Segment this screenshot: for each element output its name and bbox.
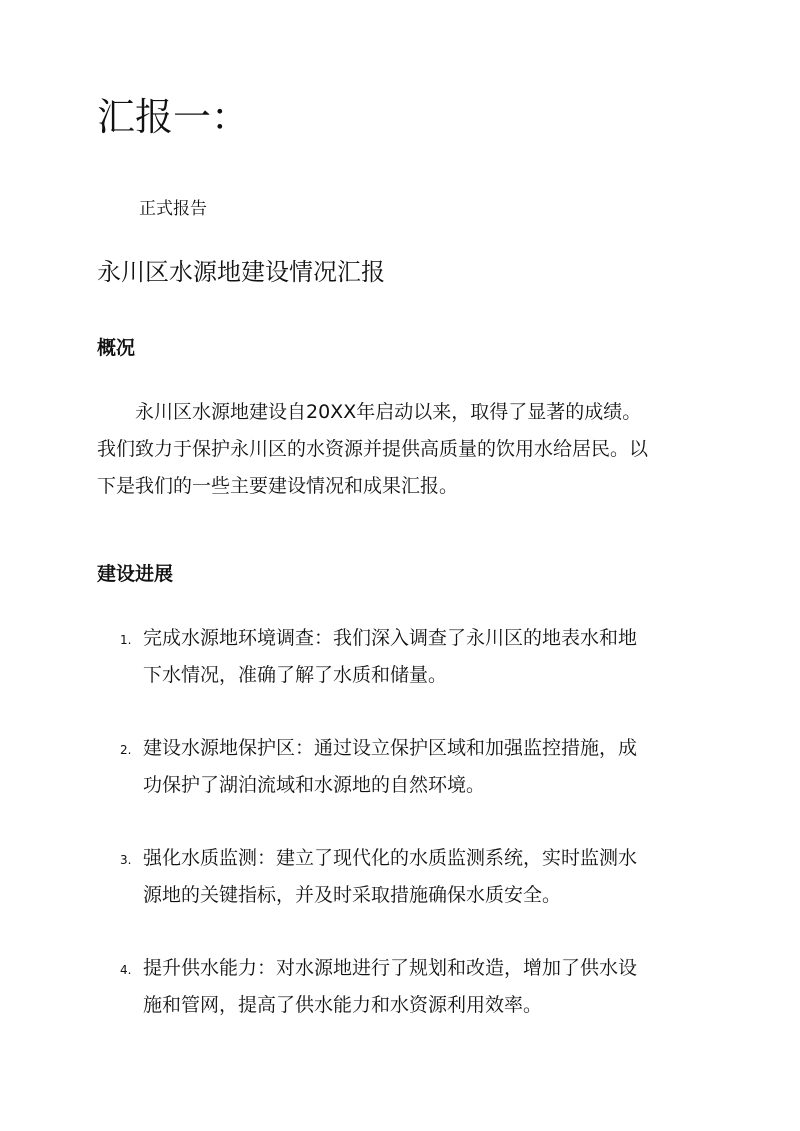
overview-line: 我们致力于保护永川区的水资源并提供高质量的饮用水给居民。以 [97, 438, 649, 460]
list-number: 2. [120, 743, 132, 757]
overview-line: 下是我们的一些主要建设情况和成果汇报。 [97, 475, 459, 497]
list-item-line: 提升供水能力：对水源地进行了规划和改造，增加了供水设 [143, 957, 638, 979]
report-type: 正式报告 [139, 199, 207, 219]
list-item-line: 建设水源地保护区：通过设立保护区域和加强监控措施，成 [143, 737, 638, 759]
overview-heading: 概况 [97, 337, 136, 359]
progress-item [97, 730, 737, 804]
list-item-line: 下水情况，准确了解了水质和储量。 [143, 664, 448, 686]
list-item-line: 施和管网，提高了供水能力和水资源利用效率。 [143, 994, 543, 1016]
progress-heading: 建设进展 [97, 563, 174, 585]
list-item-text [143, 950, 703, 1024]
list-item-line: 完成水源地环境调查：我们深入调查了永川区的地表水和地 [143, 627, 638, 649]
list-item-text [143, 730, 703, 804]
list-item-text [143, 620, 703, 694]
list-item-line: 源地的关键指标，并及时采取措施确保水质安全。 [143, 884, 562, 906]
overview-line: 永川区水源地建设自20XX年启动以来，取得了显著的成绩。 [97, 401, 642, 423]
progress-item [97, 620, 737, 694]
report-label: 汇报一： [97, 95, 250, 139]
list-number: 3. [120, 853, 132, 867]
overview-paragraph [97, 394, 707, 505]
list-item-text [143, 840, 703, 914]
list-number: 1. [120, 633, 132, 647]
progress-item [97, 950, 737, 1024]
list-number: 4. [120, 963, 132, 977]
list-item-line: 强化水质监测：建立了现代化的水质监测系统，实时监测水 [143, 847, 638, 869]
document-title: 永川区水源地建设情况汇报 [97, 258, 385, 286]
progress-list [97, 620, 737, 1060]
list-item-line: 功保护了湖泊流域和水源地的自然环境。 [143, 774, 486, 796]
progress-item [97, 840, 737, 914]
